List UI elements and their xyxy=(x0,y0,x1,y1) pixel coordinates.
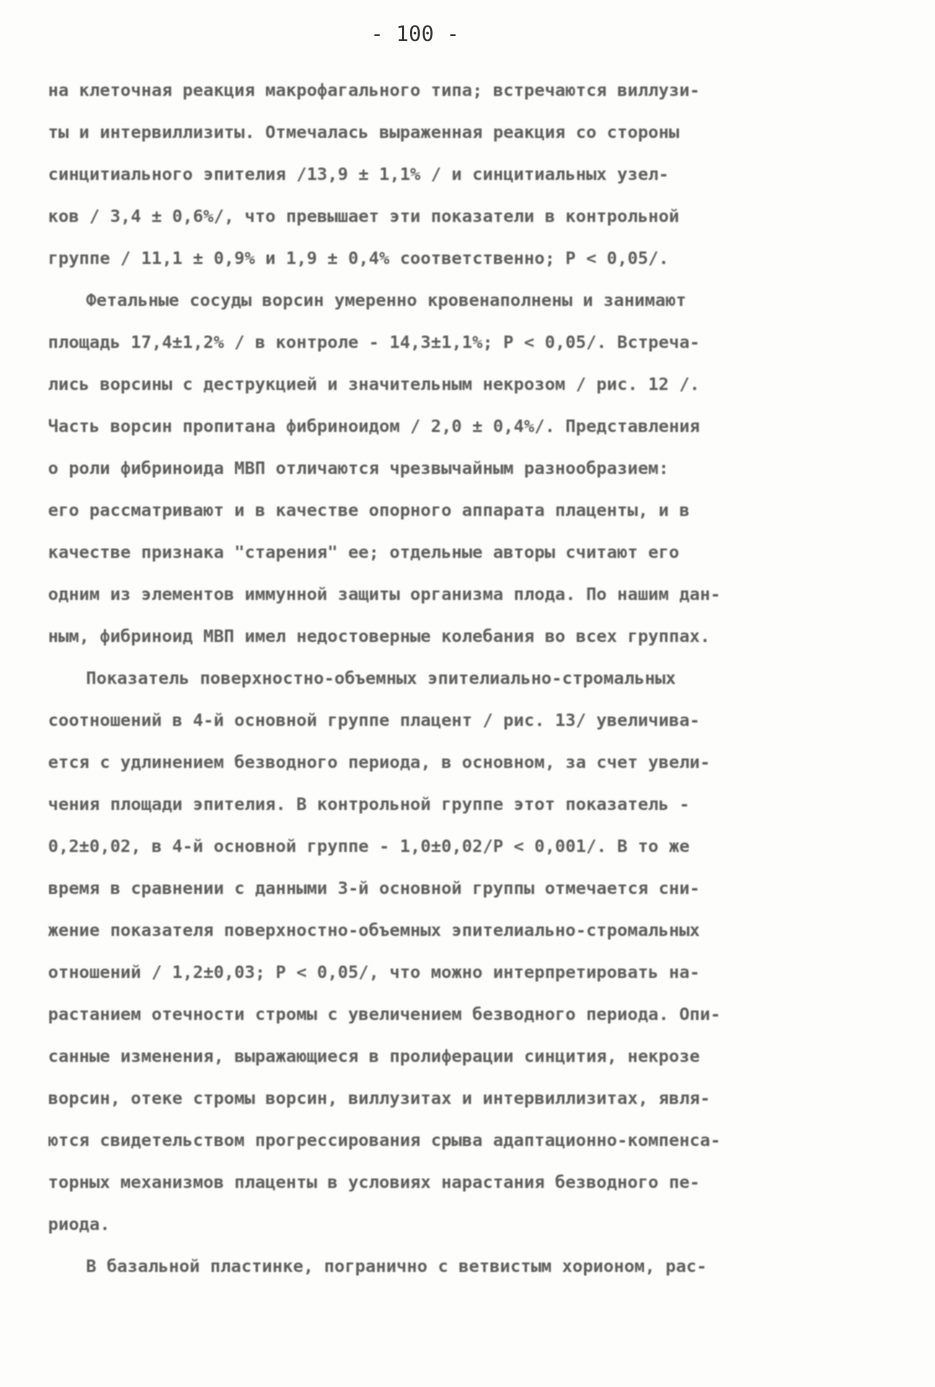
text-line: лись ворсины с деструкцией и значительным некрозом / рис. 12 /. xyxy=(48,375,700,395)
text-line: ков / 3,4 ± 0,6%/, что превышает эти показатели в контрольной xyxy=(48,207,680,227)
text-line: ется с удлинением безводного периода, в основном, за счет увели- xyxy=(48,753,711,773)
text-line: 0,2±0,02, в 4-й основной группе - 1,0±0,02/Р < 0,001/. В то же xyxy=(48,837,690,857)
text-line: санные изменения, выражающиеся в пролиферации синцития, некрозе xyxy=(48,1047,700,1067)
text-line: торных механизмов плаценты в условиях нарастания безводного пе- xyxy=(48,1173,700,1193)
text-line: качестве признака "старения" ее; отдельные авторы считают его xyxy=(48,543,680,563)
page-number: - 100 - xyxy=(370,22,460,46)
text-line: время в сравнении с данными 3-й основной группы отмечается сни- xyxy=(48,879,700,899)
text-line: на клеточная реакция макрофагального типа; встречаются виллузи- xyxy=(48,81,700,101)
text-line: площадь 17,4±1,2% / в контроле - 14,3±1,1%; Р < 0,05/. Встреча- xyxy=(48,333,700,353)
text-line: Показатель поверхностно-объемных эпителиально-стромальных xyxy=(86,669,676,689)
text-line: отношений / 1,2±0,03; Р < 0,05/, что можно интерпретировать на- xyxy=(48,963,700,983)
text-line: ются свидетельством прогрессирования срыва адаптационно-компенса- xyxy=(48,1131,721,1151)
text-line: растанием отечности стромы с увеличением безводного периода. Опи- xyxy=(48,1005,721,1025)
text-line: соотношений в 4-й основной группе плацент / рис. 13/ увеличива- xyxy=(48,711,700,731)
text-line: жение показателя поверхностно-объемных эпителиально-стромальных xyxy=(48,921,700,941)
text-line: его рассматривают и в качестве опорного аппарата плаценты, и в xyxy=(48,501,690,521)
text-line: Часть ворсин пропитана фибриноидом / 2,0 ± 0,4%/. Представления xyxy=(48,417,700,437)
text-line: синцитиального эпителия /13,9 ± 1,1% / и синцитиальных узел- xyxy=(48,165,669,185)
text-line: о роли фибриноида МВП отличаются чрезвычайным разнообразием: xyxy=(48,459,669,479)
text-line: группе / 11,1 ± 0,9% и 1,9 ± 0,4% соответственно; Р < 0,05/. xyxy=(48,249,669,269)
text-line: риода. xyxy=(48,1215,111,1235)
text-line: чения площади эпителия. В контрольной группе этот показатель - xyxy=(48,795,690,815)
text-line: Фетальные сосуды ворсин умеренно кровенаполнены и занимают xyxy=(86,291,687,311)
text-line: одним из элементов иммунной защиты организма плода. По нашим дан- xyxy=(48,585,721,605)
text-line: В базальной пластинке, погранично с ветвистым хорионом, рас- xyxy=(86,1257,707,1277)
text-line: ным, фибриноид МВП имел недостоверные колебания во всех группах. xyxy=(48,627,711,647)
text-line: ты и интервиллизиты. Отмечалась выраженная реакция со стороны xyxy=(48,123,680,143)
text-line: ворсин, отеке стромы ворсин, виллузитах и интервиллизитах, явля- xyxy=(48,1089,711,1109)
body-text xyxy=(48,70,898,1288)
